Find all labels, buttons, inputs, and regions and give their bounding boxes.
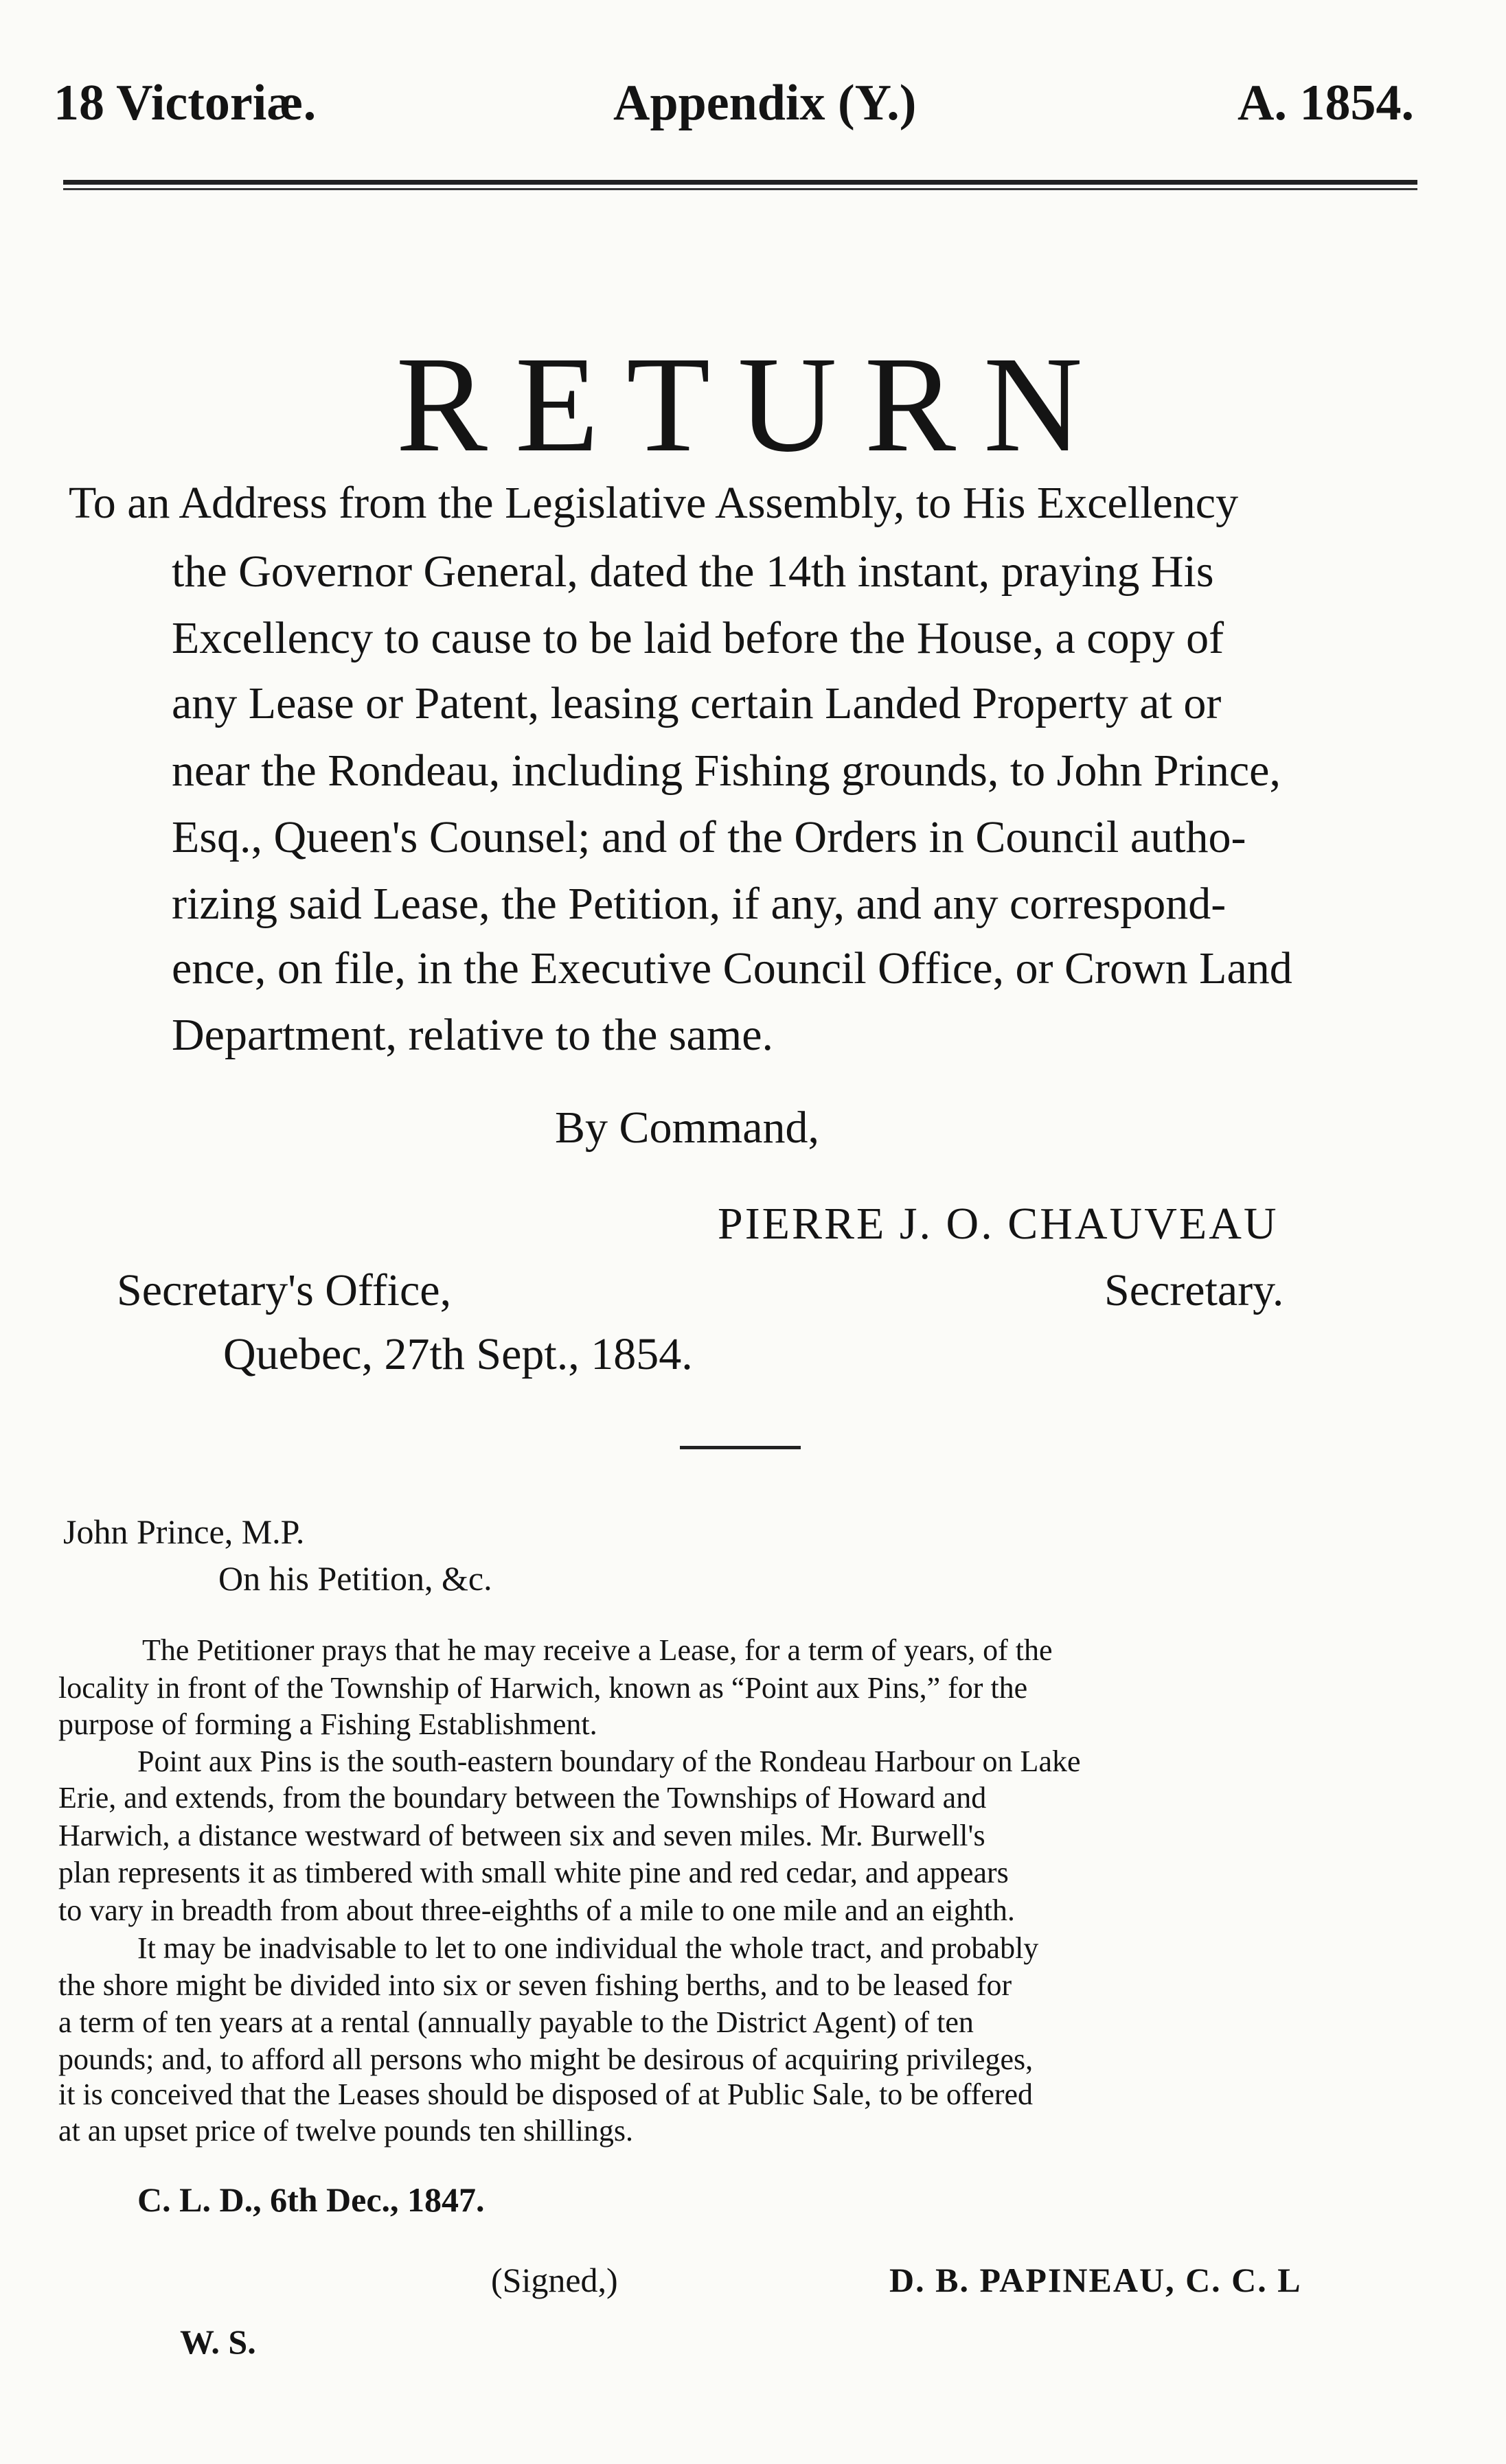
minute-line: at an upset price of twelve pounds ten shillings. <box>58 2114 634 2148</box>
place-date: Quebec, 27th Sept., 1854. <box>223 1329 693 1379</box>
address-line: any Lease or Patent, leasing certain Landed Property at or <box>172 678 1222 728</box>
header-rule-thin <box>63 188 1417 190</box>
secretary-name: PIERRE J. O. CHAUVEAU <box>718 1199 1279 1249</box>
minute-line: a term of ten years at a rental (annually payable to the District Agent) of ten <box>58 2005 974 2039</box>
minute-initials: W. S. <box>180 2323 256 2361</box>
minute-subheading: On his Petition, &c. <box>218 1559 492 1598</box>
minute-line: pounds; and, to afford all persons who might be desirous of acquiring privileges, <box>58 2042 1034 2076</box>
minute-line: It may be inadvisable to let to one individual the whole tract, and probably <box>137 1931 1039 1965</box>
page-title: RETURN <box>396 329 1110 481</box>
minute-line: The Petitioner prays that he may receive a Lease, for a term of years, of the <box>142 1633 1053 1667</box>
address-line: Esq., Queen's Counsel; and of the Orders in Council autho- <box>172 812 1246 862</box>
running-head-volume: 18 Victoriæ. <box>54 75 317 131</box>
secretary-office: Secretary's Office, <box>117 1265 452 1315</box>
minute-line: Erie, and extends, from the boundary between the Townships of Howard and <box>58 1781 987 1815</box>
section-divider <box>680 1446 801 1449</box>
address-line: Excellency to cause to be laid before the House, a copy of <box>172 613 1224 663</box>
address-line: Department, relative to the same. <box>172 1010 773 1060</box>
signed-label: (Signed,) <box>491 2261 618 2299</box>
minute-date: C. L. D., 6th Dec., 1847. <box>137 2180 485 2219</box>
minute-line: locality in front of the Township of Harwich, known as “Point aux Pins,” for the <box>58 1671 1028 1705</box>
address-line: the Governor General, dated the 14th instant, praying His <box>172 546 1214 597</box>
header-rule <box>63 180 1417 185</box>
address-line: To an Address from the Legislative Assembly, to His Excellency <box>69 478 1239 528</box>
minute-heading: John Prince, M.P. <box>63 1512 305 1551</box>
running-head-appendix: Appendix (Y.) <box>613 75 917 131</box>
minute-signer: D. B. PAPINEAU, C. C. L <box>889 2261 1302 2299</box>
address-line: rizing said Lease, the Petition, if any, and any correspond- <box>172 879 1227 929</box>
minute-line: Harwich, a distance westward of between six and seven miles. Mr. Burwell's <box>58 1819 985 1852</box>
address-line: ence, on file, in the Executive Council Office, or Crown Land <box>172 943 1292 993</box>
minute-line: to vary in breadth from about three-eighths of a mile to one mile and an eighth. <box>58 1893 1015 1927</box>
address-line: near the Rondeau, including Fishing grounds, to John Prince, <box>172 746 1281 796</box>
minute-line: it is conceived that the Leases should be disposed of at Public Sale, to be offered <box>58 2077 1034 2111</box>
minute-line: plan represents it as timbered with small white pine and red cedar, and appears <box>58 1856 1009 1889</box>
secretary-title: Secretary. <box>1104 1265 1284 1315</box>
by-command: By Command, <box>555 1103 820 1153</box>
running-head-year: A. 1854. <box>1237 75 1414 131</box>
minute-line: the shore might be divided into six or seven fishing berths, and to be leased for <box>58 1968 1012 2002</box>
minute-line: Point aux Pins is the south-eastern boundary of the Rondeau Harbour on Lake <box>137 1745 1081 1778</box>
minute-line: purpose of forming a Fishing Establishment. <box>58 1707 597 1741</box>
